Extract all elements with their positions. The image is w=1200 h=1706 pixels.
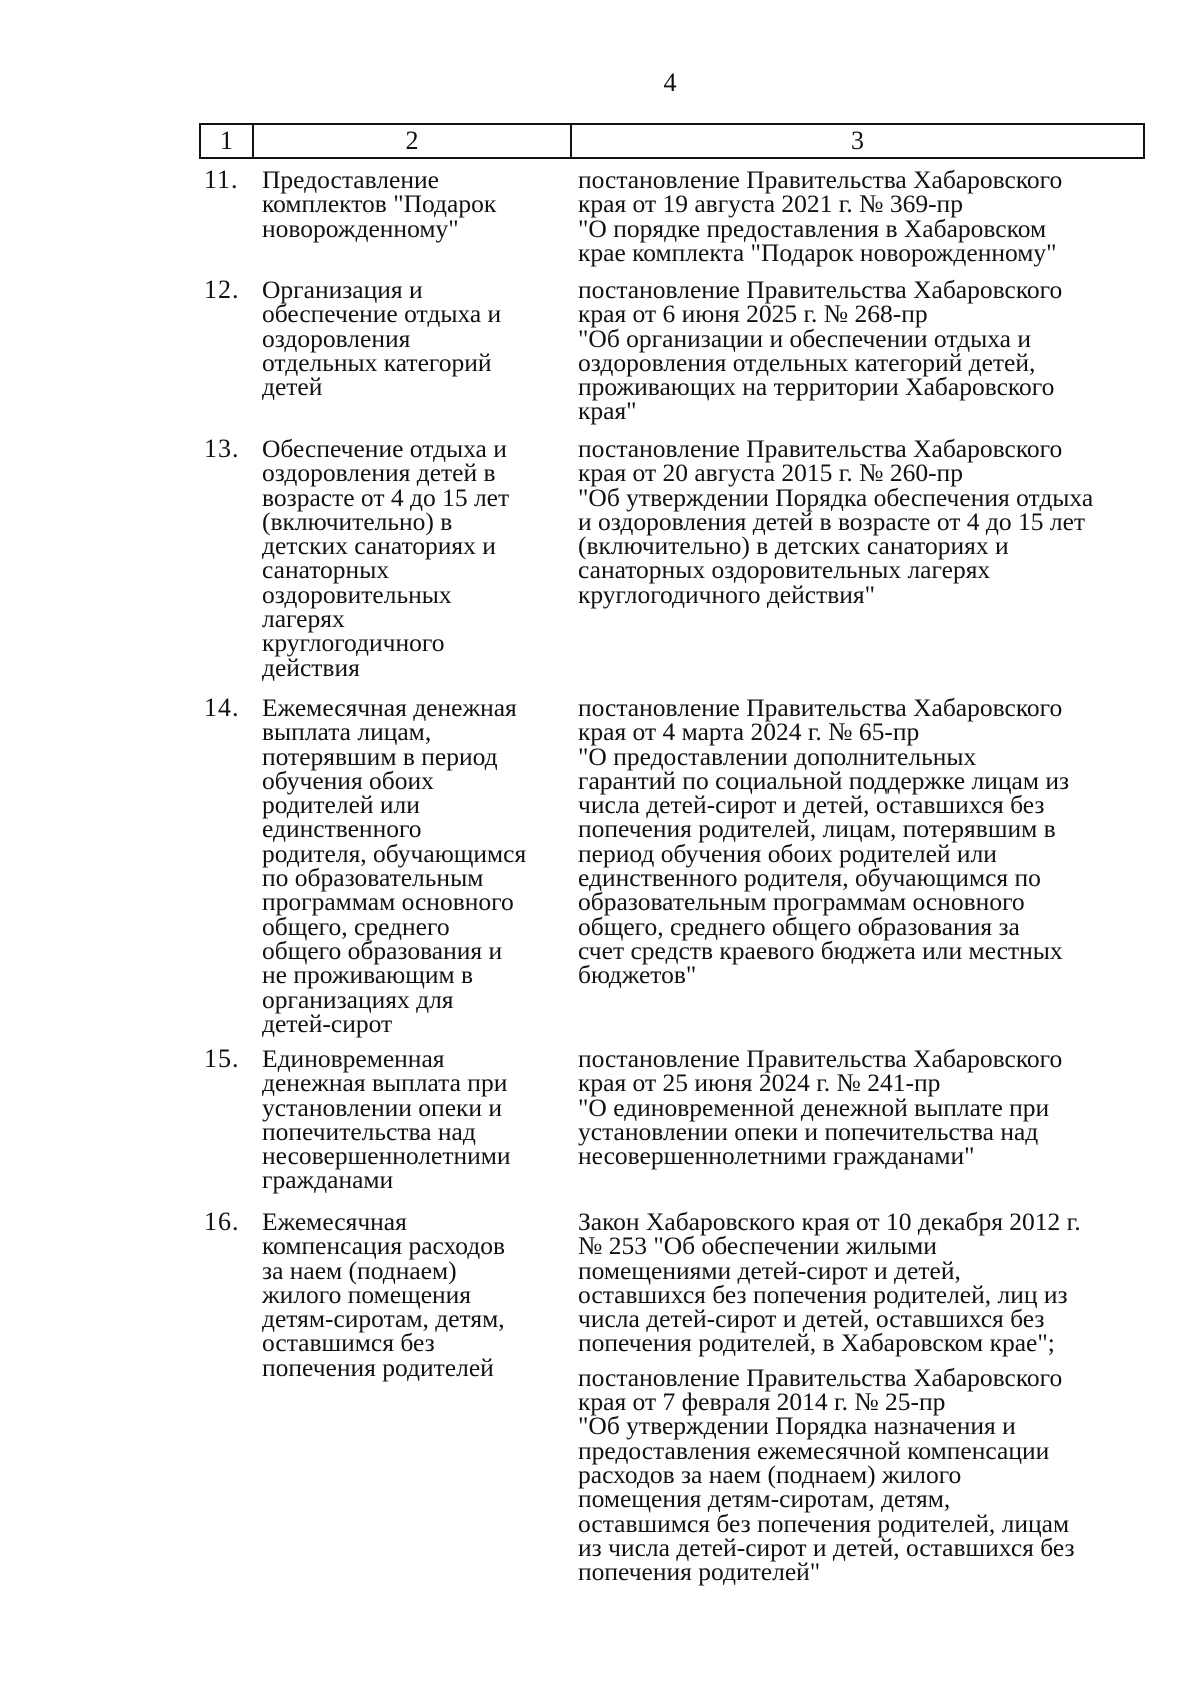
legal-act: Закон Хабаровского края от 10 декабря 2012 г. № 253 "Об обеспечении жилыми помещениями детей-сирот и детей, оставшихся без попечения родителей, лиц из числа детей-сирот и детей, оставшихся без попечения родителей, в Хабаровском крае"; xyxy=(578,1207,1081,1358)
page-number: 4 xyxy=(663,68,677,97)
legal-basis xyxy=(578,165,1138,275)
legal-basis xyxy=(578,275,1138,434)
row-number: 16. xyxy=(204,1207,240,1236)
legal-act: постановление Правительства Хабаровского края от 4 марта 2024 г. № 65-пр "О предоставлении дополнительных гарантий по социальной поддержке лицам из числа детей-сирот и детей, оставшихся без попечения родителей, лицам, потерявшим в период обучения обоих родителей или единственного родителя, обучающимся по образовательным программам основного общего, среднего общего образования за счет средств краевого бюджета или местных бюджетов" xyxy=(578,693,1070,990)
measure-name: Обеспечение отдыха и оздоровления детей в возрасте от 4 до 15 лет (включительно) в детских санаториях и санаторных оздоровительных лагерях круглогодичного действия xyxy=(262,434,510,682)
legal-basis xyxy=(578,693,1138,998)
legal-basis xyxy=(578,1044,1138,1178)
legal-basis xyxy=(578,434,1138,617)
measure-name: Ежемесячная компенсация расходов за наем (поднаем) жилого помещения детям-сиротам, детям, оставшимся без попечения родителей xyxy=(262,1207,506,1382)
row-number: 15. xyxy=(204,1044,240,1073)
legal-act: постановление Правительства Хабаровского края от 25 июня 2024 г. № 241-пр "О единовременной денежной выплате при установлении опеки и попечительства над несовершеннолетними гражданами" xyxy=(578,1044,1063,1171)
legal-act: постановление Правительства Хабаровского края от 19 августа 2021 г. № 369-пр "О порядке предоставления в Хабаровском крае комплекта "Подарок новорожденному" xyxy=(578,165,1063,267)
table-header xyxy=(199,123,1145,159)
legal-act: постановление Правительства Хабаровского края от 20 августа 2015 г. № 260-пр "Об утверждении Порядка обеспечения отдыха и оздоровления детей в возрасте от 4 до 15 лет (включительно) в детских санаториях и санаторных оздоровительных лагерях круглогодичного действия" xyxy=(578,434,1094,609)
measure-name: Единовременная денежная выплата при установлении опеки и попечительства над несовершеннолетними гражданами xyxy=(262,1044,511,1195)
measure-name: Ежемесячная денежная выплата лицам, потерявшим в период обучения обоих родителей или единственного родителя, обучающимся по образовательным программам основного общего, среднего общего образования и не проживающим в организациях для детей-сирот xyxy=(262,693,527,1038)
column-header-3: 3 xyxy=(851,126,864,155)
row-number: 11. xyxy=(204,165,239,194)
column-header-1: 1 xyxy=(201,125,254,157)
row-number: 14. xyxy=(204,693,240,722)
row-number: 13. xyxy=(204,434,240,463)
measure-name: Организация и обеспечение отдыха и оздоровления отдельных категорий детей xyxy=(262,275,502,402)
legal-act: постановление Правительства Хабаровского края от 6 июня 2025 г. № 268-пр "Об организации и обеспечении отдыха и оздоровления отдельных категорий детей, проживающих на территории Хабаровского края" xyxy=(578,275,1063,426)
column-header-2: 2 xyxy=(254,125,572,157)
measure-name: Предоставление комплектов "Подарок новорожденному" xyxy=(262,165,497,243)
row-number: 12. xyxy=(204,275,240,304)
legal-basis xyxy=(578,1207,1138,1594)
legal-act: постановление Правительства Хабаровского края от 7 февраля 2014 г. № 25-пр "Об утверждении Порядка назначения и предоставления ежемесячной компенсации расходов за наем (поднаем) жилого помещения детям-сиротам, детям, оставшимся без попечения родителей, лицам из числа детей-сирот и детей, оставшихся без попечения родителей" xyxy=(578,1362,1075,1587)
